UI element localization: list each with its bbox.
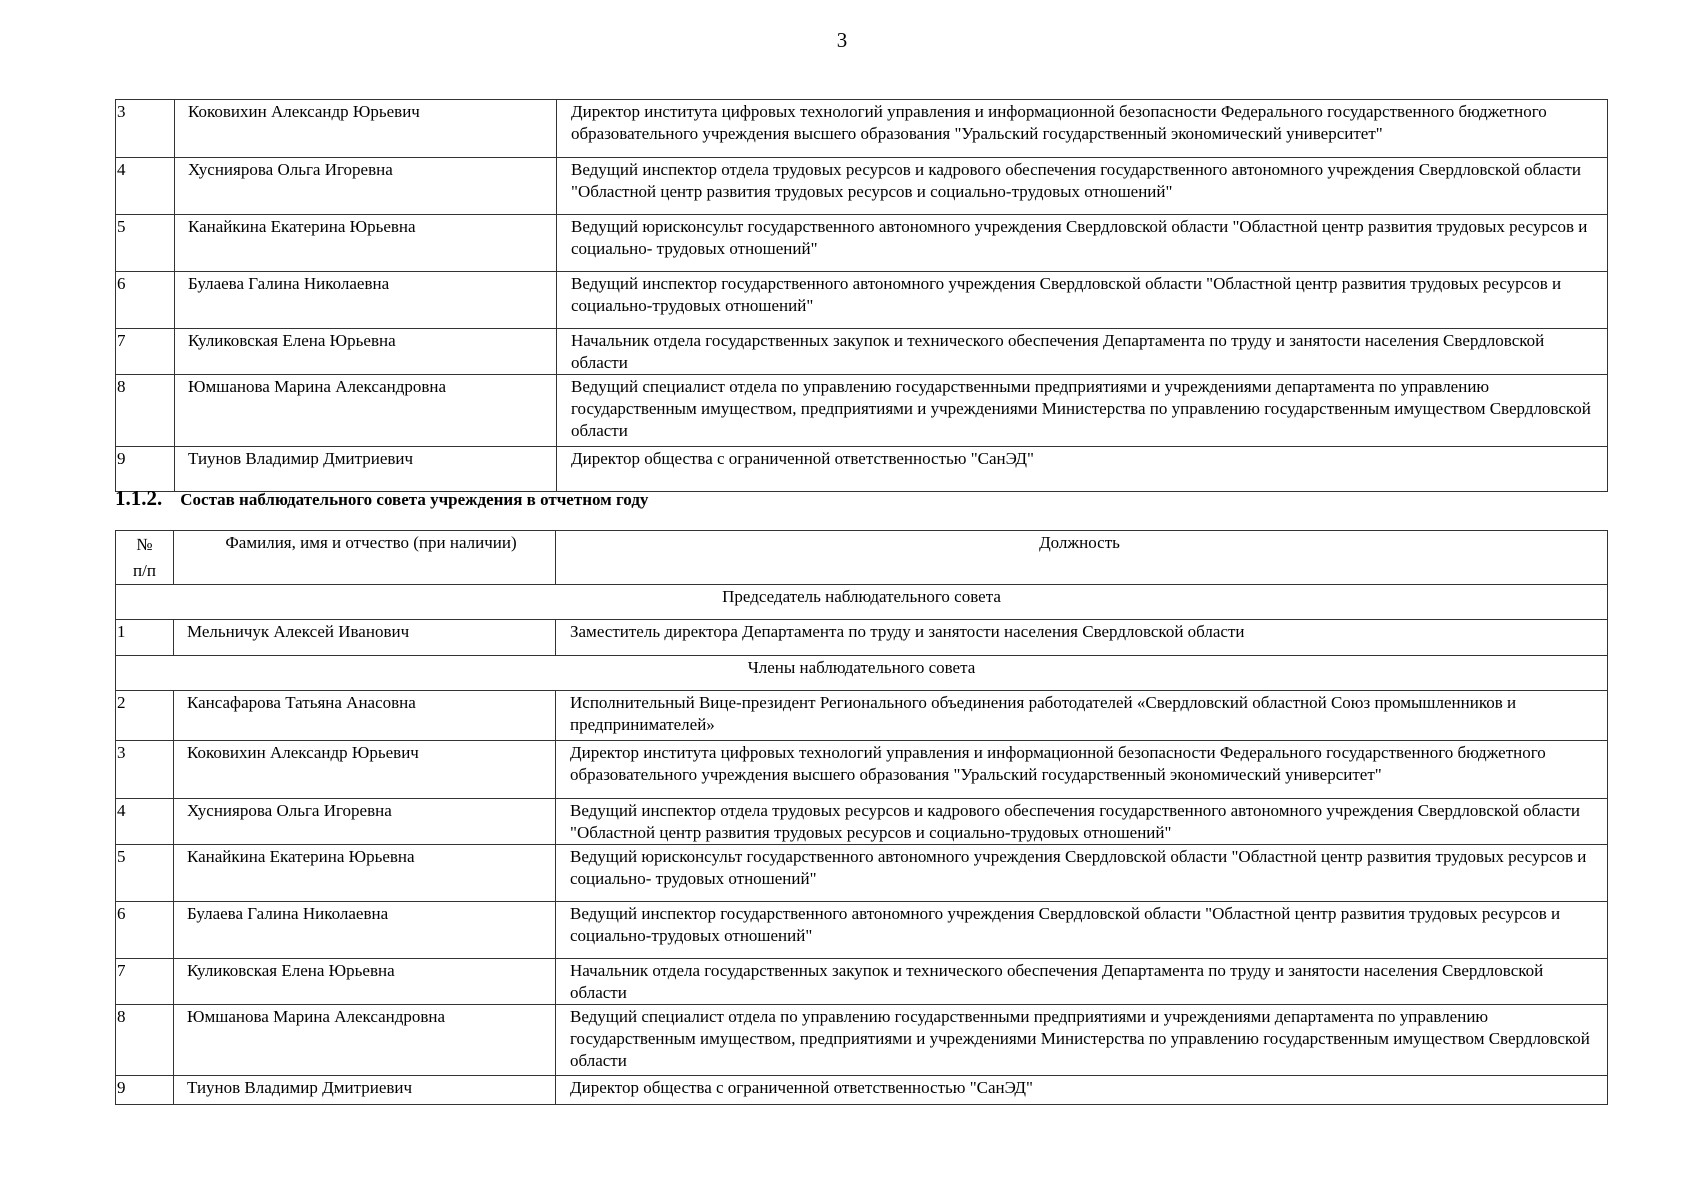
table-row: [116, 741, 1608, 799]
table-row: [116, 272, 1608, 329]
person-name: Коковихин Александр Юрьевич: [175, 100, 557, 158]
header-number-line1: №: [136, 535, 153, 554]
group-row-chair: [116, 585, 1608, 620]
person-position: Ведущий инспектор государственного автономного учреждения Свердловской области "Областной центр развития трудовых ресурсов и социально-трудовых отношений": [556, 902, 1608, 959]
person-position: Начальник отдела государственных закупок и технического обеспечения Департамента по труду и занятости населения Свердловской области: [556, 959, 1608, 1005]
supervisory-board-table: [115, 530, 1608, 1105]
header-number-line2: п/п: [133, 561, 156, 580]
table-row: [116, 447, 1608, 492]
person-name: Булаева Галина Николаевна: [175, 272, 557, 329]
person-position: Ведущий юрисконсульт государственного автономного учреждения Свердловской области "Областной центр развития трудовых ресурсов и социально- трудовых отношений": [557, 215, 1608, 272]
table-row: [116, 691, 1608, 741]
person-name: Коковихин Александр Юрьевич: [174, 741, 556, 799]
row-number: 3: [116, 741, 174, 799]
table-header-row: [116, 531, 1608, 585]
row-number: 7: [116, 329, 175, 375]
table-row: [116, 959, 1608, 1005]
person-name: Кансафарова Татьяна Анасовна: [174, 691, 556, 741]
person-name: Мельничук Алексей Иванович: [174, 620, 556, 656]
person-name: Юмшанова Марина Александровна: [174, 1005, 556, 1076]
group-label: Председатель наблюдательного совета: [116, 585, 1608, 620]
person-name: Куликовская Елена Юрьевна: [174, 959, 556, 1005]
person-position: Директор общества с ограниченной ответственностью "СанЭД": [557, 447, 1608, 492]
header-name: Фамилия, имя и отчество (при наличии): [174, 531, 556, 585]
person-name: Канайкина Екатерина Юрьевна: [175, 215, 557, 272]
person-name: Хусниярова Ольга Игоревна: [174, 799, 556, 845]
person-name: Куликовская Елена Юрьевна: [175, 329, 557, 375]
person-position: Ведущий специалист отдела по управлению государственными предприятиями и учреждениями департамента по управлению государственным имуществом, предприятиями и учреждениями Министерства по управлению государственным имуществом Свердловской области: [557, 375, 1608, 447]
row-number: 9: [116, 447, 175, 492]
page-number: 3: [836, 28, 848, 52]
table-row: [116, 215, 1608, 272]
person-position: Заместитель директора Департамента по труду и занятости населения Свердловской области: [556, 620, 1608, 656]
header-position: Должность: [556, 531, 1608, 585]
row-number: 7: [116, 959, 174, 1005]
row-number: 8: [116, 375, 175, 447]
table-row: [116, 620, 1608, 656]
person-position: Ведущий инспектор государственного автономного учреждения Свердловской области "Областной центр развития трудовых ресурсов и социально-трудовых отношений": [557, 272, 1608, 329]
row-number: 9: [116, 1076, 174, 1105]
row-number: 1: [116, 620, 174, 656]
row-number: 2: [116, 691, 174, 741]
group-label: Члены наблюдательного совета: [116, 656, 1608, 691]
group-row-members: [116, 656, 1608, 691]
section-number: 1.1.2.: [115, 486, 163, 510]
table-row: [116, 329, 1608, 375]
section-title: Состав наблюдательного совета учреждения в отчетном году: [180, 490, 649, 509]
person-position: Исполнительный Вице-президент Регионального объединения работодателей «Свердловский областной Союз промышленников и предпринимателей»: [556, 691, 1608, 741]
person-name: Тиунов Владимир Дмитриевич: [174, 1076, 556, 1105]
person-position: Ведущий юрисконсульт государственного автономного учреждения Свердловской области "Областной центр развития трудовых ресурсов и социально- трудовых отношений": [556, 845, 1608, 902]
person-position: Директор института цифровых технологий управления и информационной безопасности Федерального государственного бюджетного образовательного учреждения высшего образования "Уральский государственный экономический университет": [556, 741, 1608, 799]
row-number: 6: [116, 272, 175, 329]
table-row: [116, 902, 1608, 959]
row-number: 3: [116, 100, 175, 158]
person-name: Канайкина Екатерина Юрьевна: [174, 845, 556, 902]
table-row: [116, 799, 1608, 845]
person-position: Начальник отдела государственных закупок и технического обеспечения Департамента по труду и занятости населения Свердловской области: [557, 329, 1608, 375]
table-row: [116, 1076, 1608, 1105]
table-row: [116, 1005, 1608, 1076]
person-position: Ведущий инспектор отдела трудовых ресурсов и кадрового обеспечения государственного автономного учреждения Свердловской области "Областной центр развития трудовых ресурсов и социально-трудовых отношений": [557, 158, 1608, 215]
person-position: Директор института цифровых технологий управления и информационной безопасности Федерального государственного бюджетного образовательного учреждения высшего образования "Уральский государственный экономический университет": [557, 100, 1608, 158]
table-row: [116, 375, 1608, 447]
row-number: 6: [116, 902, 174, 959]
table-row: [116, 100, 1608, 158]
row-number: 4: [116, 158, 175, 215]
person-name: Тиунов Владимир Дмитриевич: [175, 447, 557, 492]
row-number: 4: [116, 799, 174, 845]
row-number: 8: [116, 1005, 174, 1076]
person-position: Директор общества с ограниченной ответственностью "СанЭД": [556, 1076, 1608, 1105]
person-name: Хусниярова Ольга Игоревна: [175, 158, 557, 215]
header-number: [116, 531, 174, 585]
row-number: 5: [116, 215, 175, 272]
table-row: [116, 158, 1608, 215]
previous-table-continuation: [115, 99, 1608, 492]
table-row: [116, 845, 1608, 902]
person-position: Ведущий инспектор отдела трудовых ресурсов и кадрового обеспечения государственного автономного учреждения Свердловской области "Областной центр развития трудовых ресурсов и социально-трудовых отношений": [556, 799, 1608, 845]
section-heading: [115, 486, 648, 511]
row-number: 5: [116, 845, 174, 902]
person-position: Ведущий специалист отдела по управлению государственными предприятиями и учреждениями департамента по управлению государственным имуществом, предприятиями и учреждениями Министерства по управлению государственным имуществом Свердловской области: [556, 1005, 1608, 1076]
person-name: Булаева Галина Николаевна: [174, 902, 556, 959]
person-name: Юмшанова Марина Александровна: [175, 375, 557, 447]
